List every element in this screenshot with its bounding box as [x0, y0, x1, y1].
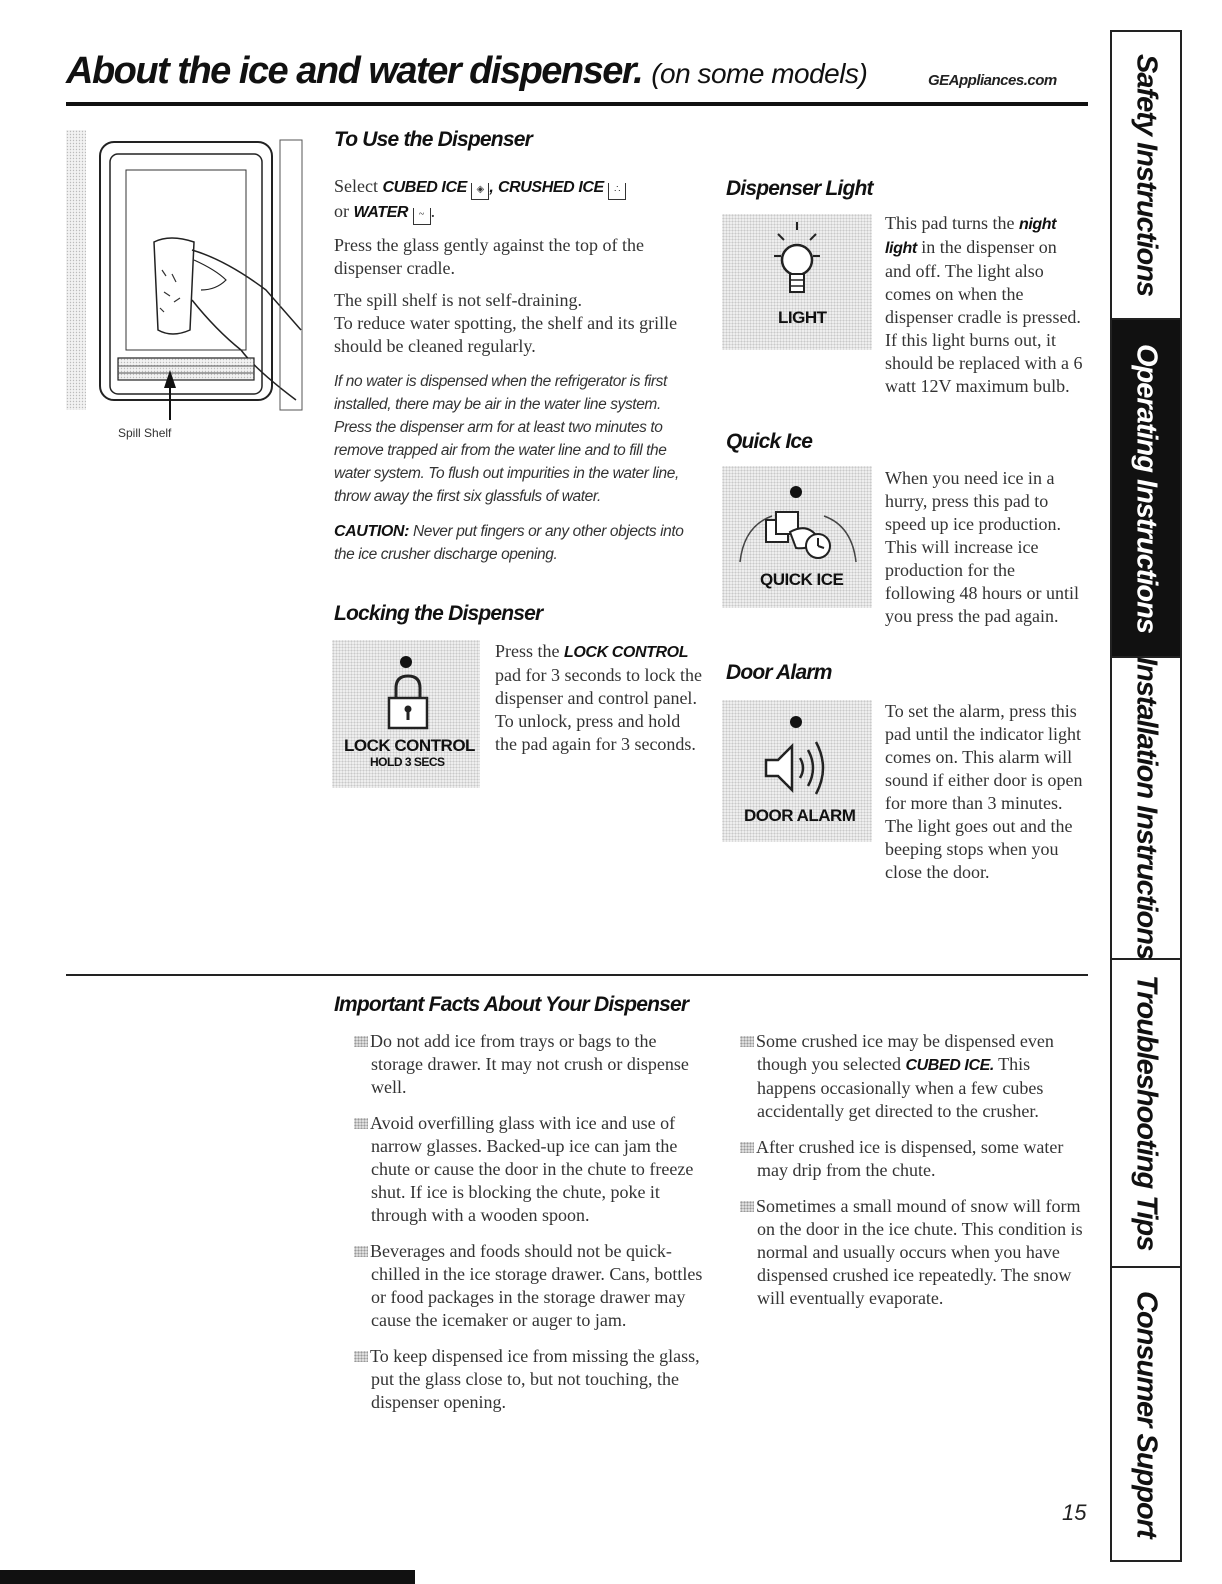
section-heading-facts: Important Facts About Your Dispenser — [334, 993, 689, 1016]
page-title: About the ice and water dispenser. (on some models) — [66, 50, 868, 92]
facts-left-column — [354, 1030, 704, 1427]
quick-ice-description: When you need ice in a hurry, press this pad to speed up ice production. This will increase ice production for the following 48 hours or until you press the pad again. — [885, 468, 1079, 626]
section-heading-light: Dispenser Light — [726, 177, 873, 200]
water-icon: ~ — [413, 208, 431, 225]
page-subtitle: (on some models) — [651, 58, 868, 89]
use-section: Select CUBED ICE ◈ , CRUSHED ICE ∴ or WATER ~ . Press the glass gently against the top of the dispenser cradle. The spill shelf is not self-draining. To reduce water spotting, the shelf and its grille should be cleaned regularly. If no water is dispensed when the refrigerator is first installed, there may be air in the water line system. Press the dispenser arm for at least two minutes to remove trapped air from the water line and to fill the water system. To flush out impurities in the water line, throw away the first six glassfuls of water. CAUTION: Never put fingers or any other objects into the ice crusher discharge opening. — [334, 175, 699, 566]
bullet-icon — [354, 1246, 368, 1257]
section-tabs — [1110, 30, 1182, 1562]
list-item: Avoid overfilling glass with ice and use of narrow glasses. Backed-up ice can jam the chute or cause the door in the chute to freeze shut. If ice is blocking the chute, poke it through with a wooden spoon. — [354, 1112, 704, 1227]
list-item: Sometimes a small mound of snow will form on the door in the ice chute. This condition is normal and usually occurs when you have dispensed crushed ice repeatedly. The snow will eventually evaporate. — [740, 1195, 1085, 1310]
bullet-icon — [354, 1118, 368, 1129]
list-item: After crushed ice is dispensed, some water may drip from the chute. — [740, 1136, 1085, 1182]
light-bulb-icon — [772, 220, 822, 312]
light-description: This pad turns the night light in the dispenser on and off. The light also comes on when the dispenser cradle is pressed. If this light burns out, it should be replaced with a 6 watt 12V maximum bulb. — [885, 213, 1083, 396]
light-pad[interactable]: LIGHT — [722, 214, 872, 350]
bullet-icon — [740, 1036, 754, 1047]
list-item: To keep dispensed ice from missing the glass, put the glass close to, but not touching, the dispenser opening. — [354, 1345, 704, 1414]
section-divider — [66, 974, 1088, 976]
air-note: If no water is dispensed when the refrigerator is first installed, there may be air in the water line system. Press the dispenser arm for at least two minutes to remove trapped air from the water line and to fill the water system. To flush out impurities in the water line, throw away the first six glassfuls of water. — [334, 373, 679, 505]
bullet-icon — [354, 1036, 368, 1047]
bullet-icon — [740, 1201, 754, 1212]
section-heading-quick-ice: Quick Ice — [726, 430, 813, 453]
list-item: Do not add ice from trays or bags to the storage drawer. It may not crush or dispense well. — [354, 1030, 704, 1099]
bottom-bar — [0, 1570, 415, 1584]
speaker-icon — [762, 736, 834, 800]
bullet-icon — [354, 1351, 368, 1362]
lock-control-pad[interactable]: LOCK CONTROL HOLD 3 SECS — [332, 640, 480, 788]
quick-ice-icon — [736, 502, 860, 572]
header-rule — [66, 102, 1088, 106]
indicator-light-icon — [790, 716, 802, 728]
tab-consumer-support[interactable]: Consumer Support — [1130, 1290, 1163, 1538]
tab-troubleshooting-tips[interactable]: Troubleshooting Tips — [1112, 960, 1180, 1268]
tab-safety-instructions[interactable]: Safety Instructions — [1112, 32, 1180, 320]
crushed-ice-icon: ∴ — [608, 183, 626, 200]
door-alarm-pad[interactable]: DOOR ALARM — [722, 700, 872, 842]
select-line: Select CUBED ICE ◈ , CRUSHED ICE ∴ or WATER ~ . — [334, 175, 699, 225]
page-number: 15 — [1062, 1500, 1087, 1525]
bullet-icon — [740, 1142, 754, 1153]
list-item: Beverages and foods should not be quick-chilled in the ice storage drawer. Cans, bottles or food packages in the storage drawer may cause the icemaker or auger to jam. — [354, 1240, 704, 1332]
tab-installation-instructions[interactable]: Installation Instructions — [1112, 658, 1180, 960]
caution-note: CAUTION: Never put fingers or any other objects into the ice crusher discharge opening. — [334, 523, 684, 563]
section-heading-door-alarm: Door Alarm — [726, 661, 832, 684]
padlock-icon — [386, 674, 430, 730]
list-item: Some crushed ice may be dispensed even though you selected CUBED ICE. This happens occasionally when a few cubes accidentally get directed to the crusher. — [740, 1030, 1085, 1123]
tab-operating-instructions[interactable]: Operating Instructions — [1112, 320, 1180, 658]
indicator-light-icon — [400, 656, 412, 668]
lock-description: Press the LOCK CONTROL pad for 3 seconds to lock the dispenser and control panel. To unlock, press and hold the pad again for 3 seconds. — [495, 641, 702, 754]
website-link[interactable]: GEAppliances.com — [928, 72, 1057, 89]
door-alarm-description: To set the alarm, press this pad until the indicator light comes on. This alarm will sound if either door is open for more than 3 minutes. The light goes out and the beeping stops when you close the door. — [885, 701, 1083, 882]
quick-ice-pad[interactable]: QUICK ICE — [722, 466, 872, 608]
facts-right-column — [740, 1030, 1085, 1323]
figure-label: Spill Shelf — [118, 426, 172, 440]
cubed-ice-icon: ◈ — [471, 183, 489, 200]
section-heading-lock: Locking the Dispenser — [334, 602, 543, 625]
dispenser-illustration — [66, 130, 306, 420]
indicator-light-icon — [790, 486, 802, 498]
section-heading-use: To Use the Dispenser — [334, 128, 532, 151]
